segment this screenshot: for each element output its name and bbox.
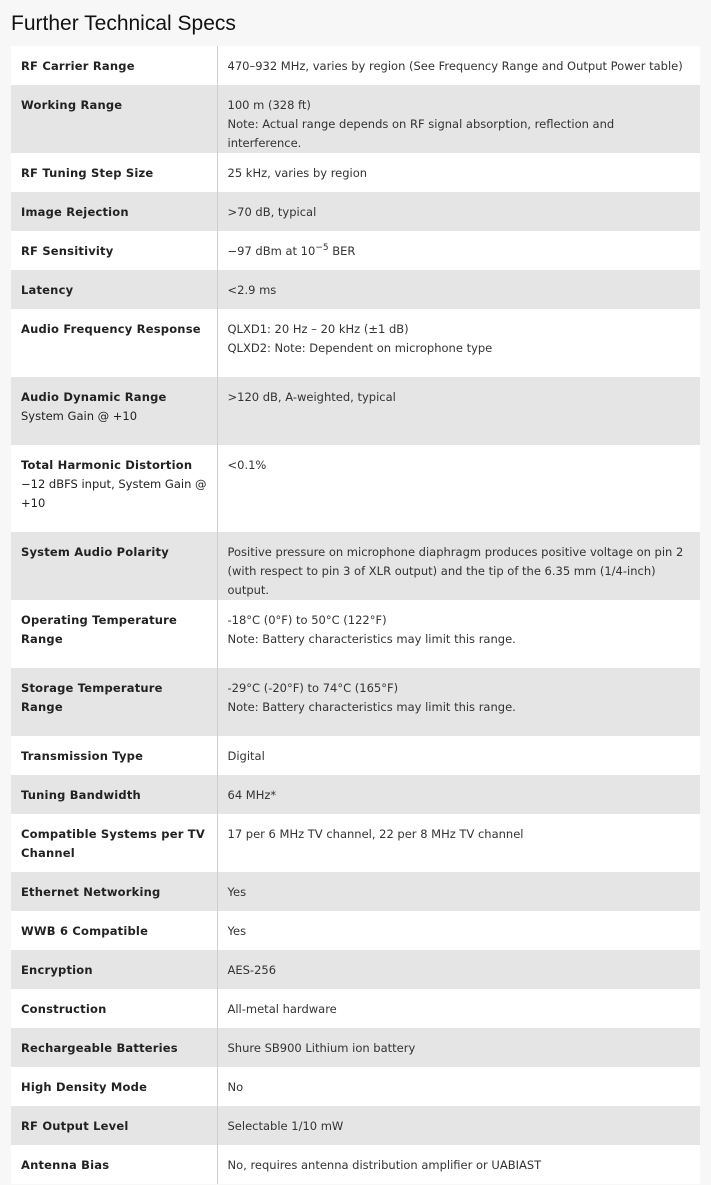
table-row: [11, 377, 700, 445]
spec-label: Compatible Systems per TV Channel: [11, 814, 217, 872]
table-row: [11, 85, 700, 153]
spec-value: Yes: [217, 911, 700, 950]
spec-value: QLXD1: 20 Hz – 20 kHz (±1 dB) QLXD2: Note: Dependent on microphone type: [217, 309, 700, 377]
spec-value: 25 kHz, varies by region: [217, 153, 700, 192]
spec-label: Audio Dynamic Range System Gain @ +10: [11, 377, 217, 445]
spec-value: -18°C (0°F) to 50°C (122°F) Note: Battery characteristics may limit this range.: [217, 600, 700, 668]
spec-value: [217, 231, 700, 270]
spec-label: RF Sensitivity: [11, 231, 217, 270]
spec-label: Transmission Type: [11, 736, 217, 775]
table-row: [11, 989, 700, 1028]
spec-label: Working Range: [11, 85, 217, 153]
spec-label: Image Rejection: [11, 192, 217, 231]
table-row: [11, 775, 700, 814]
spec-label: Tuning Bandwidth: [11, 775, 217, 814]
spec-value: AES-256: [217, 950, 700, 989]
spec-label: Rechargeable Batteries: [11, 1028, 217, 1067]
spec-value: 17 per 6 MHz TV channel, 22 per 8 MHz TV channel: [217, 814, 700, 872]
table-row: [11, 1145, 700, 1184]
spec-label: Latency: [11, 270, 217, 309]
spec-value: All-metal hardware: [217, 989, 700, 1028]
spec-value: <2.9 ms: [217, 270, 700, 309]
table-row: [11, 231, 700, 270]
spec-label: Total Harmonic Distortion −12 dBFS input, System Gain @ +10: [11, 445, 217, 532]
table-row: [11, 153, 700, 192]
value-text: BER: [328, 244, 356, 258]
page-title: Further Technical Specs: [11, 12, 236, 35]
table-row: [11, 668, 700, 736]
spec-label: Ethernet Networking: [11, 872, 217, 911]
exponent: −5: [315, 243, 329, 254]
spec-value: 100 m (328 ft) Note: Actual range depends on RF signal absorption, reflection and interference.: [217, 85, 700, 153]
spec-value: Selectable 1/10 mW: [217, 1106, 700, 1145]
spec-value: >120 dB, A-weighted, typical: [217, 377, 700, 445]
table-row: [11, 270, 700, 309]
spec-label: WWB 6 Compatible: [11, 911, 217, 950]
table-row: [11, 736, 700, 775]
table-row: [11, 192, 700, 231]
table-row: [11, 1067, 700, 1106]
spec-label: Encryption: [11, 950, 217, 989]
spec-value: No, requires antenna distribution amplifier or UABIAST: [217, 1145, 700, 1184]
table-row: [11, 600, 700, 668]
spec-label: Storage Temperature Range: [11, 668, 217, 736]
spec-value: <0.1%: [217, 445, 700, 532]
spec-label: Audio Frequency Response: [11, 309, 217, 377]
spec-label: RF Output Level: [11, 1106, 217, 1145]
spec-label: Antenna Bias: [11, 1145, 217, 1184]
table-row: [11, 445, 700, 532]
table-row: [11, 309, 700, 377]
spec-value: Shure SB900 Lithium ion battery: [217, 1028, 700, 1067]
table-row: [11, 950, 700, 989]
spec-value: 470–932 MHz, varies by region (See Frequency Range and Output Power table): [217, 46, 700, 85]
spec-value: -29°C (-20°F) to 74°C (165°F) Note: Battery characteristics may limit this range.: [217, 668, 700, 736]
spec-value: No: [217, 1067, 700, 1106]
spec-value: >70 dB, typical: [217, 192, 700, 231]
spec-value: Yes: [217, 872, 700, 911]
specs-table: [11, 46, 700, 1184]
spec-value: 64 MHz*: [217, 775, 700, 814]
spec-label: RF Carrier Range: [11, 46, 217, 85]
table-row: [11, 1106, 700, 1145]
spec-label: Construction: [11, 989, 217, 1028]
spec-label: RF Tuning Step Size: [11, 153, 217, 192]
table-row: [11, 814, 700, 872]
spec-label: System Audio Polarity: [11, 532, 217, 600]
spec-value: Digital: [217, 736, 700, 775]
spec-label: High Density Mode: [11, 1067, 217, 1106]
table-row: [11, 532, 700, 600]
spec-label: Operating Temperature Range: [11, 600, 217, 668]
spec-value: Positive pressure on microphone diaphragm produces positive voltage on pin 2 (with respect to pin 3 of XLR output) and the tip of the 6.35 mm (1/4-inch) output.: [217, 532, 700, 600]
value-text: −97 dBm at 10: [227, 244, 316, 258]
table-row: [11, 1028, 700, 1067]
table-row: [11, 872, 700, 911]
table-row: [11, 911, 700, 950]
table-row: [11, 46, 700, 85]
